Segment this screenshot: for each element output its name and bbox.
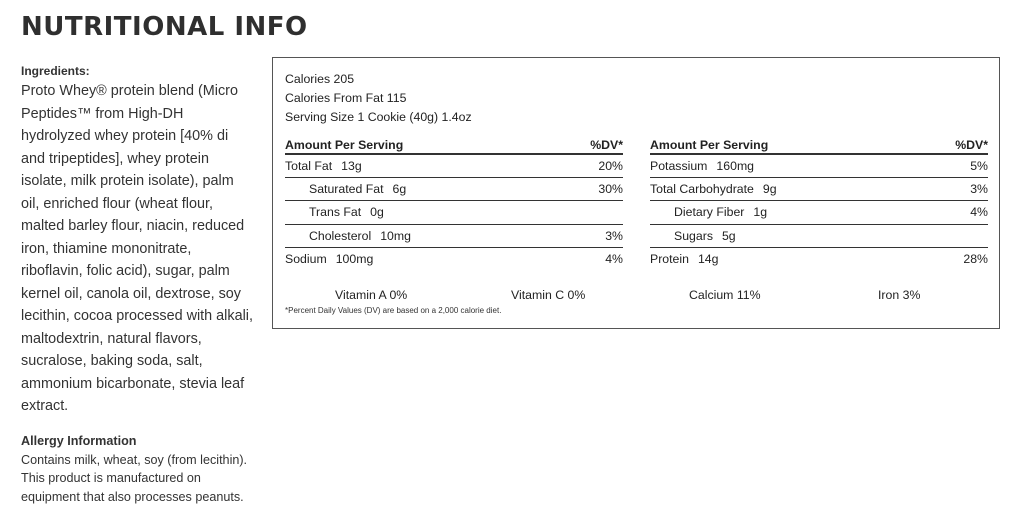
nutrient-amount: 100mg [336,252,374,266]
ingredients-heading: Ingredients: [21,64,253,79]
table-header [285,135,623,155]
nutrient-name: Sugars [674,229,713,243]
iron: Iron 3% [878,288,920,302]
calories-line: Calories 205 [285,72,354,86]
vitamins-row [273,288,999,304]
nutrient-amount: 1g [753,205,767,219]
nutrient-dv: 3% [605,229,623,243]
nutrient-row-sodium [285,248,623,271]
nutrient-row-dietary-fiber [650,201,988,224]
nutrient-dv: 3% [970,182,988,196]
nutrient-amount: 14g [698,252,719,266]
nutrient-name: Total Carbohydrate [650,182,754,196]
ingredients-text: Proto Whey® protein blend (Micro Peptides™ from High-DH hydrolyzed whey protein [40% di and tripeptides], whey protein isolate, milk protein isolate), palm oil, enriched flour (wheat flour, malted barley flour, niacin, reduced iron, thiamine mononitrate, riboflavin, folic acid), sugar, palm kernel oil, canola oil, dextrose, soy lecithin, cocoa processed with alkali, maltodextrin, natural flavors, sucralose, baking soda, salt, ammonium bicarbonate, stevia leaf extract. [21,80,253,418]
nutrient-dv: 4% [605,252,623,266]
nutrient-dv: 28% [963,252,988,266]
nutrient-name: Trans Fat [309,205,361,219]
nutrient-name: Cholesterol [309,229,371,243]
nutrient-row-saturated-fat [285,178,623,201]
nutrient-amount: 10mg [380,229,411,243]
nutrient-name: Sodium [285,252,327,266]
nutrient-name: Protein [650,252,689,266]
nutrient-row-sugars [650,225,988,248]
nutrient-row-potassium [650,155,988,178]
ingredients-section [21,64,253,506]
nutrient-dv: 20% [598,159,623,173]
serving-size-line: Serving Size 1 Cookie (40g) 1.4oz [285,110,472,124]
nutrient-dv: 5% [970,159,988,173]
nutrient-amount: 13g [341,159,362,173]
nutrient-row-trans-fat [285,201,623,224]
nutrient-amount: 5g [722,229,736,243]
nutrient-row-total-fat [285,155,623,178]
dv-header: %DV* [590,138,623,153]
nutrient-name: Potassium [650,159,707,173]
dv-header: %DV* [955,138,988,153]
nutrient-amount: 0g [370,205,384,219]
nutrient-name: Total Fat [285,159,332,173]
amount-per-serving-label: Amount Per Serving [650,138,768,153]
nutrient-dv: 4% [970,205,988,219]
nutrient-row-protein [650,248,988,271]
nutrient-table-right [650,135,988,271]
nutrient-amount: 160mg [716,159,754,173]
nutrient-dv: 30% [598,182,623,196]
nutrition-facts-panel [272,57,1000,329]
vitamin-c: Vitamin C 0% [511,288,585,302]
nutrient-amount: 9g [763,182,777,196]
dv-footnote: *Percent Daily Values (DV) are based on a 2,000 calorie diet. [285,306,501,315]
amount-per-serving-label: Amount Per Serving [285,138,403,153]
allergy-text: Contains milk, wheat, soy (from lecithin). This product is manufactured on equipment that also processes peanuts. [21,451,253,506]
allergy-heading: Allergy Information [21,434,253,449]
calcium: Calcium 11% [689,288,761,302]
vitamin-a: Vitamin A 0% [335,288,407,302]
nutrient-name: Saturated Fat [309,182,384,196]
nutrient-table-left [285,135,623,271]
nutrient-row-total-carbohydrate [650,178,988,201]
nutrient-amount: 6g [393,182,407,196]
table-header [650,135,988,155]
nutrient-row-cholesterol [285,225,623,248]
calories-from-fat-line: Calories From Fat 115 [285,91,406,105]
page-title: NUTRITIONAL INFO [21,12,308,42]
nutrient-name: Dietary Fiber [674,205,744,219]
